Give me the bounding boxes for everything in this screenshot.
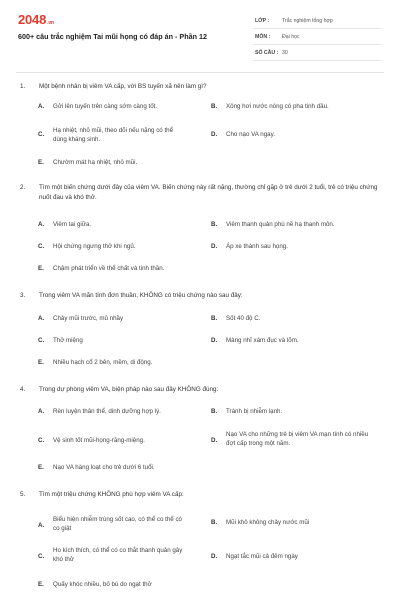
meta-row-subject bbox=[253, 32, 381, 45]
option-text: Viêm thanh quản phù nề hạ thanh môn. bbox=[226, 221, 335, 228]
site-logo[interactable] bbox=[18, 12, 54, 27]
option-key: B. bbox=[211, 103, 218, 110]
option-text: Ho kích thích, có thể có co thắt thanh quản gây khó thở bbox=[53, 547, 183, 563]
meta-value: 30 bbox=[282, 50, 288, 56]
option-text: Sốt 40 độ C. bbox=[226, 315, 261, 322]
question-number: 1. bbox=[20, 83, 26, 90]
option-text: Nhiều hạch cổ 2 bên, mềm, di động. bbox=[53, 359, 153, 366]
option-key: E. bbox=[38, 359, 44, 366]
option-key: B. bbox=[211, 519, 218, 526]
option-text: Áp xe thành sau họng. bbox=[226, 243, 288, 250]
option-key: E. bbox=[38, 265, 44, 272]
option-key: B. bbox=[211, 315, 218, 322]
meta-label: SỐ CÂU : bbox=[255, 50, 279, 56]
option-text: Chậm phát triển về thể chất và tinh thần. bbox=[53, 265, 165, 272]
question-text: Tìm một triệu chứng KHÔNG phù hợp viêm VA cấp: bbox=[39, 491, 184, 498]
option-text: Quấy khóc nhiều, bỏ bú do ngạt thở bbox=[53, 581, 152, 588]
option-key: B. bbox=[211, 408, 218, 415]
option-key: C. bbox=[38, 553, 45, 560]
option-key: D. bbox=[211, 437, 218, 444]
option-text: Màng nhĩ xám đục và lõm. bbox=[226, 337, 299, 344]
option-text: Chườm mát hạ nhiệt, nhỏ mũi. bbox=[53, 159, 138, 166]
question-text: Trong viêm VA mãn tính đơn thuần, KHÔNG có triệu chứng nào sau đây: bbox=[39, 292, 243, 299]
option-text: Nạo VA hàng loạt cho trẻ dưới 6 tuổi. bbox=[53, 464, 155, 471]
meta-value: Trắc nghiệm tổng hợp bbox=[282, 18, 333, 24]
question-text: Trong dự phòng viêm VA, biện pháp nào sau đây KHÔNG đúng: bbox=[39, 386, 219, 393]
option-key: E. bbox=[38, 159, 44, 166]
meta-row-class bbox=[253, 16, 381, 29]
option-text: Rèn luyện thân thể, dinh dưỡng hợp lý. bbox=[53, 408, 161, 415]
option-key: D. bbox=[211, 553, 218, 560]
option-key: A. bbox=[38, 522, 45, 529]
option-text: Chảy mũi trước, mủ nhầy bbox=[53, 315, 124, 322]
option-text: Tránh bị nhiễm lạnh. bbox=[226, 408, 283, 415]
option-key: C. bbox=[38, 337, 45, 344]
option-text: Mũi khô không chảy nước mũi bbox=[226, 519, 310, 526]
option-key: E. bbox=[38, 464, 44, 471]
option-key: C. bbox=[38, 131, 45, 138]
option-text: Gởi lên tuyến trên càng sớm càng tốt. bbox=[53, 103, 158, 110]
meta-label: LỚP : bbox=[255, 18, 270, 24]
option-text: Biểu hiện nhiễm trùng sốt cao, có thể co thể có co giật bbox=[53, 516, 182, 532]
option-text: Hạ nhiệt, nhỏ mũi, theo dõi nếu nặng có thể dùng kháng sinh. bbox=[53, 127, 174, 143]
option-key: C. bbox=[38, 243, 45, 250]
option-key: D. bbox=[211, 131, 218, 138]
logo-text: 2048 bbox=[18, 12, 47, 27]
question-number: 2. bbox=[20, 184, 26, 191]
option-text: Hội chứng ngưng thở khi ngủ. bbox=[53, 243, 136, 250]
meta-row-count bbox=[253, 48, 381, 61]
page-header bbox=[0, 0, 400, 72]
option-text: Viêm tai giữa. bbox=[53, 221, 92, 228]
option-key: A. bbox=[38, 221, 45, 228]
option-key: D. bbox=[211, 243, 218, 250]
option-key: C. bbox=[38, 437, 45, 444]
question-text: Tìm một biến chứng dưới đây của viêm VA. Biến chứng này rất nặng, thường chỉ gặp ở trẻ dưới 2 tuổi, trẻ có triệu chứng nuốt đau và khó thở. bbox=[39, 184, 378, 201]
question-number: 3. bbox=[20, 292, 26, 299]
option-key: A. bbox=[38, 103, 45, 110]
question-text: Một bệnh nhân bị viêm VA cấp, với BS tuyến xã nên làm gì? bbox=[39, 83, 207, 90]
option-text: Xông hơi nước nóng có pha tinh dầu. bbox=[226, 103, 329, 110]
option-text: Nạo VA cho những trẻ bị viêm VA mạn tính có nhiều đợt cấp trong một năm. bbox=[226, 431, 369, 447]
option-key: A. bbox=[38, 315, 45, 322]
meta-value: Đại học bbox=[282, 34, 300, 40]
document-title: 600+ câu trắc nghiệm Tai mũi họng có đáp án - Phần 12 bbox=[18, 32, 207, 41]
meta-panel bbox=[253, 16, 381, 64]
header-divider bbox=[16, 72, 384, 73]
option-text: Vệ sinh tốt mũi-họng-răng-miệng. bbox=[53, 437, 145, 444]
option-key: E. bbox=[38, 581, 44, 588]
option-key: D. bbox=[211, 337, 218, 344]
option-text: Cho nạo VA ngay. bbox=[226, 131, 275, 138]
logo-tld: .vn bbox=[47, 20, 54, 26]
option-key: A. bbox=[38, 408, 45, 415]
option-key: B. bbox=[211, 221, 218, 228]
meta-label: MÔN : bbox=[255, 34, 271, 40]
option-text: Ngạt tắc mũi cả đêm ngày bbox=[226, 553, 298, 560]
question-number: 4. bbox=[20, 386, 26, 393]
question-number: 5. bbox=[20, 491, 26, 498]
option-text: Thở miệng bbox=[53, 337, 83, 344]
